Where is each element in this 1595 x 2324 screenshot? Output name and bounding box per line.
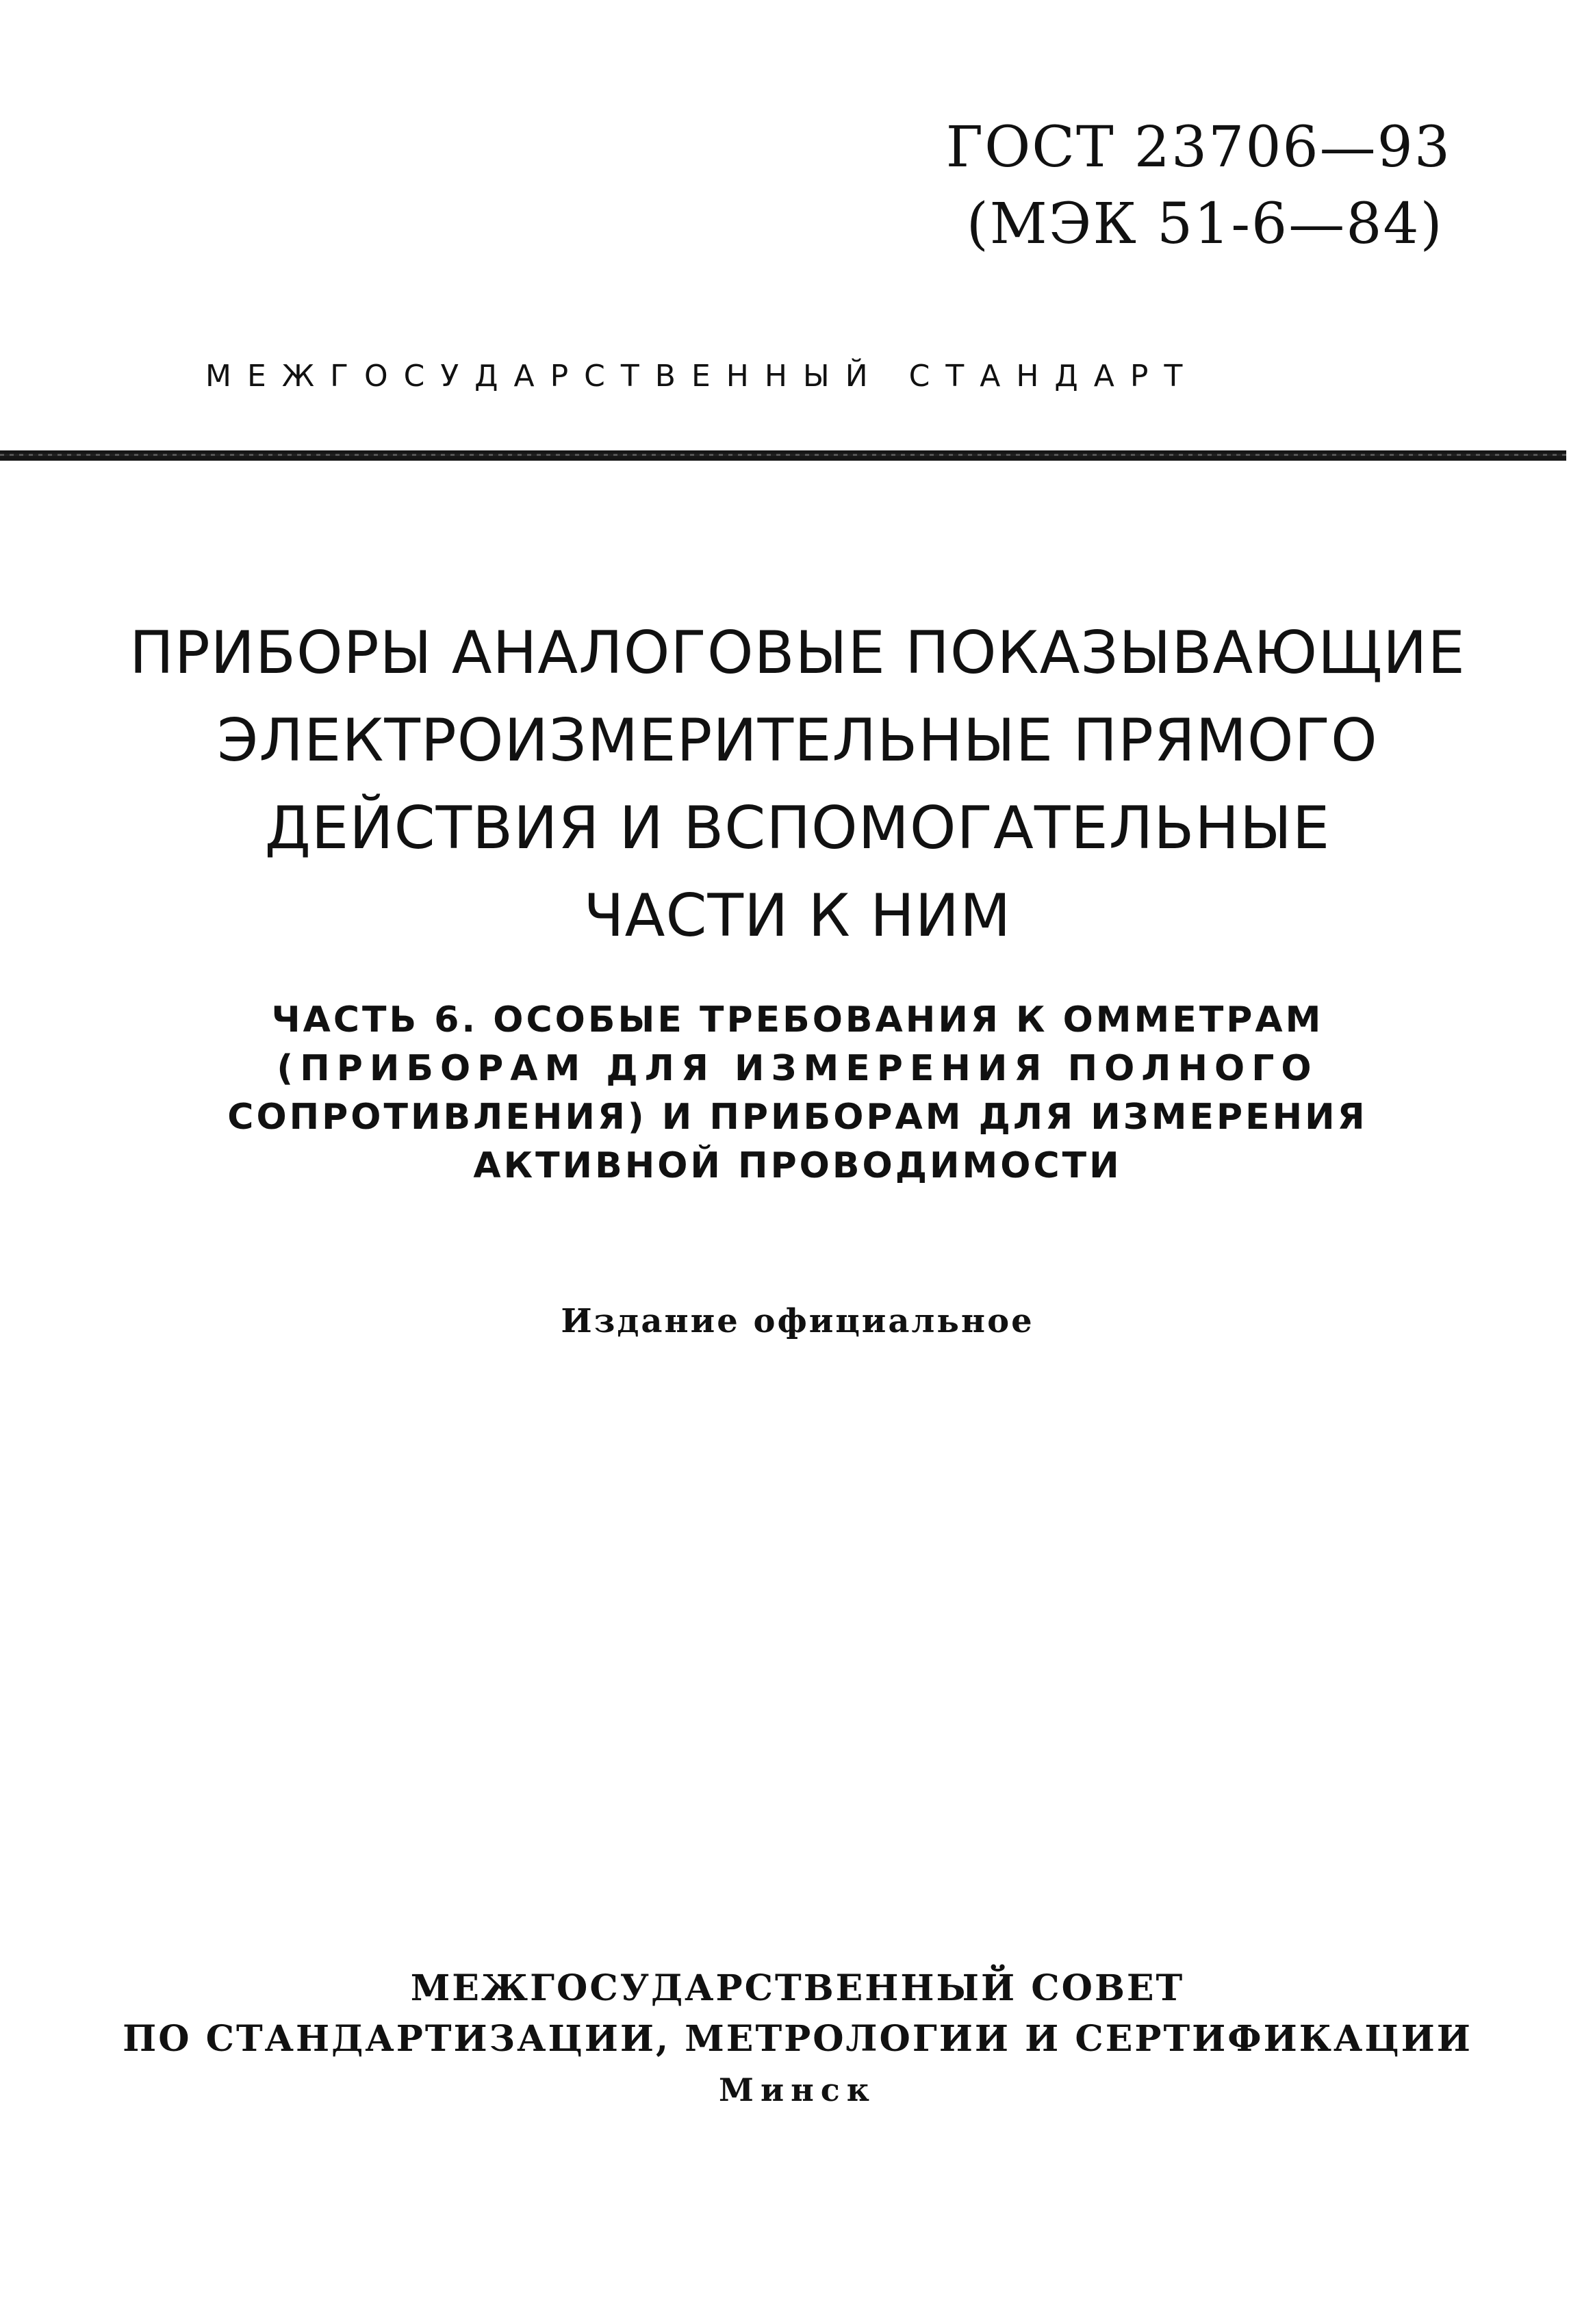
subtitle-line: ЧАСТЬ 6. ОСОБЫЕ ТРЕБОВАНИЯ К ОММЕТРАМ [271, 999, 1324, 1040]
publisher-block [0, 1963, 1595, 2115]
subtitle-line: (ПРИБОРАМ ДЛЯ ИЗМЕРЕНИЯ ПОЛНОГО [277, 1048, 1318, 1089]
main-title-line: ЧАСТИ К НИМ [583, 882, 1012, 950]
main-title-line: ЭЛЕКТРОИЗМЕРИТЕЛЬНЫЕ ПРЯМОГО [217, 706, 1378, 775]
subtitle-line: СОПРОТИВЛЕНИЯ) И ПРИБОРАМ ДЛЯ ИЗМЕРЕНИЯ [227, 1097, 1368, 1138]
standard-kind: МЕЖГОСУДАРСТВЕННЫЙ СТАНДАРТ [205, 359, 1199, 394]
subtitle-line: АКТИВНОЙ ПРОВОДИМОСТИ [473, 1145, 1122, 1186]
edition-note: Издание официальное [561, 1302, 1034, 1340]
main-title-line: ПРИБОРЫ АНАЛОГОВЫЕ ПОКАЗЫВАЮЩИЕ [129, 619, 1466, 687]
gost-number: ГОСТ 23706—93 [945, 115, 1451, 180]
publisher-line: МЕЖГОСУДАРСТВЕННЫЙ СОВЕТ [410, 1967, 1185, 2009]
part-subtitle [0, 996, 1595, 1190]
iec-number: (МЭК 51-6—84) [966, 192, 1444, 257]
standard-designation [946, 110, 1451, 263]
main-title [0, 609, 1595, 960]
title-rule [0, 450, 1566, 461]
main-title-line: ДЕЙСТВИЯ И ВСПОМОГАТЕЛЬНЫЕ [264, 794, 1331, 863]
publisher-line: ПО СТАНДАРТИЗАЦИИ, МЕТРОЛОГИИ И СЕРТИФИКАЦИИ [123, 2018, 1472, 2060]
publisher-city: Минск [719, 2071, 876, 2108]
